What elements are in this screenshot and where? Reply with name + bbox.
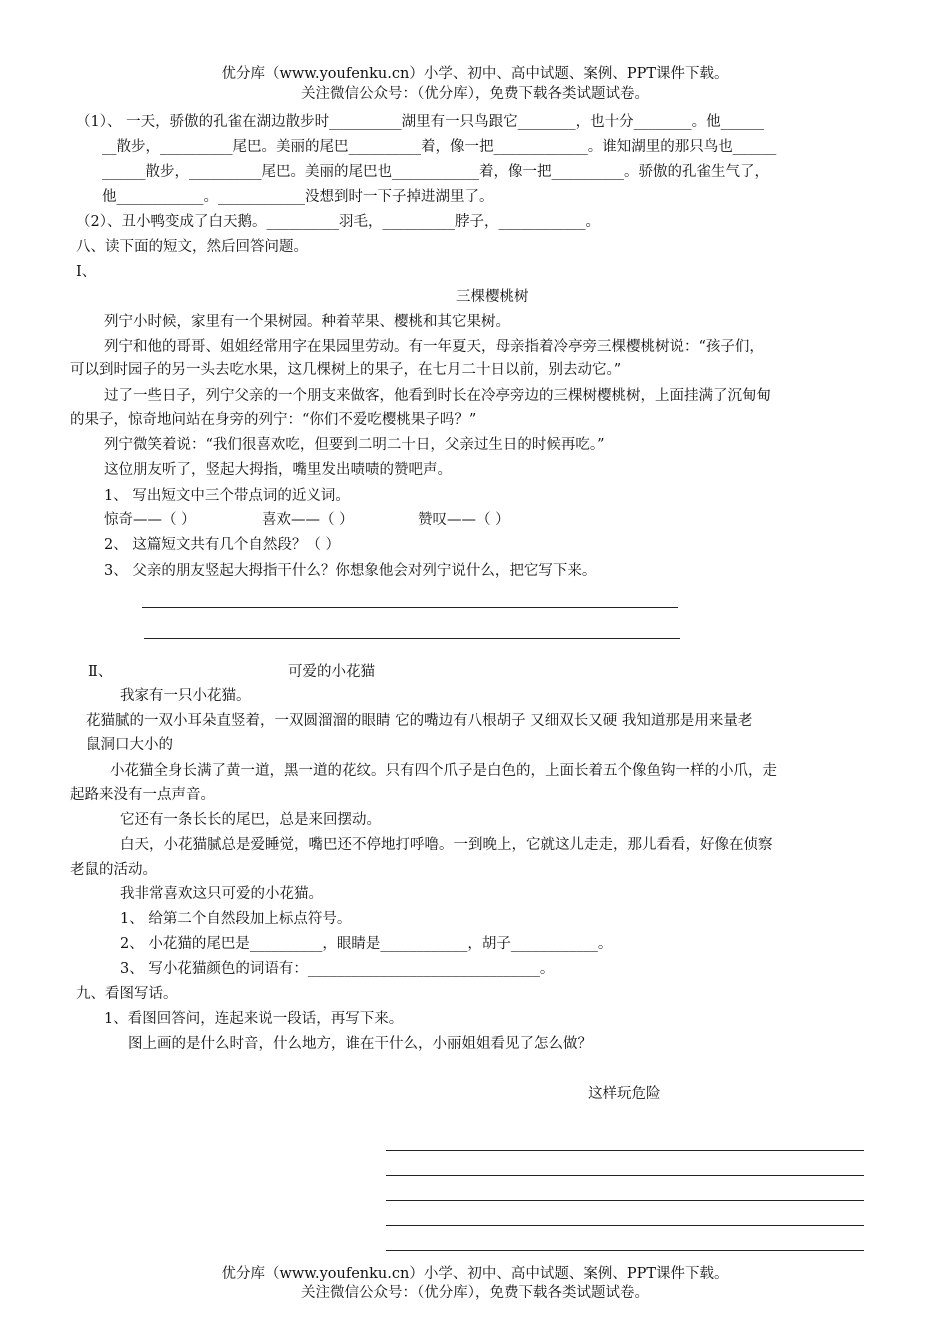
story1-paragraph-3a: 过了一些日子，列宁父亲的一个朋支来做客，他看到时长在冷亭旁边的三棵树樱桃树，上面挂满了沉甸甸 — [104, 388, 771, 404]
header-line-1: 优分库（www.youfenku.cn）小学、初中、高中试题、案例、PPT课件下载。 — [221, 66, 729, 82]
story1-question-3: 3、 父亲的朋友竖起大拇指干什么？你想象他会对列宁说什么，把它写下来。 — [104, 563, 597, 579]
story2-paragraph-3a: 小花猫全身长满了黄一道，黑一道的花纹。只有四个爪子是白色的，上面长着五个像鱼钩一样的小爪，走 — [110, 763, 777, 779]
section9-question-1: 1、看图回答问，连起来说一段话，再写下来。 — [104, 1011, 404, 1027]
section9-prompt: 图上画的是什么时音，什么地方，谁在干什么，小丽姐姐看见了怎么做？ — [128, 1036, 592, 1052]
story1-paragraph-2a: 列宁和他的哥哥、姐姐经常用字在果园里劳动。有一年夏天，母亲指着冷亭旁三棵樱桃树说：“孩子们， — [104, 339, 764, 355]
story1-question-1: 1、 写出短文中三个带点词的近义词。 — [104, 488, 350, 504]
section8-title: 八、读下面的短文，然后回答问题。 — [76, 239, 308, 255]
story2-paragraph-5b: 老鼠的活动。 — [70, 862, 157, 878]
story1-paragraph-2b: 可以到时园子的另一头去吃水果，这几棵树上的果子，在七月二十日以前，别去动它。” — [70, 362, 622, 378]
writing-line — [386, 1250, 864, 1251]
q1-line-4: 他____________。____________没想到时一下子掉进湖里了。 — [102, 189, 494, 205]
story1-paragraph-1: 列宁小时候，家里有一个果树园。种着苹果、樱桃和其它果树。 — [104, 314, 510, 330]
story2-paragraph-5a: 白天，小花猫腻总是爱睡觉，嘴巴还不停地打呼噜。一到晚上，它就这儿走走，那儿看看，好像在侦察 — [120, 837, 773, 853]
footer-line-1: 优分库（www.youfenku.cn）小学、初中、高中试题、案例、PPT课件下载。 — [221, 1266, 729, 1282]
story2-paragraph-3b: 起路来没有一点声音。 — [70, 787, 215, 803]
answer-line — [142, 607, 678, 608]
picture-caption: 这样玩危险 — [588, 1086, 661, 1102]
story2-paragraph-2a: 花猫腻的一双小耳朵直竖着，一双圆溜溜的眼睛 它的嘴边有八根胡子 又细双长又硬 我知道那是用来量老 — [86, 713, 753, 729]
story2-question-1: 1、 给第二个自然段加上标点符号。 — [120, 911, 352, 927]
writing-line — [386, 1225, 864, 1226]
header-line-2: 关注微信公众号：（优分库），免费下载各类试题试卷。 — [301, 86, 649, 102]
story1-paragraph-5: 这位朋友听了，竖起大拇指，嘴里发出啧啧的赞吧声。 — [104, 462, 452, 478]
story2-paragraph-2b: 鼠洞口大小的 — [86, 737, 173, 753]
writing-line — [386, 1200, 864, 1201]
answer-line — [144, 638, 680, 639]
writing-line — [386, 1150, 864, 1151]
synonym-3: 赞叹——（ ） — [418, 512, 510, 528]
story1-paragraph-3b: 的果子，惊奇地问站在身旁的列宁：“你们不爱吃樱桃果子吗？” — [70, 412, 477, 428]
footer-line-2: 关注微信公众号：（优分库），免费下载各类试题试卷。 — [301, 1285, 649, 1301]
writing-line — [386, 1175, 864, 1176]
story2-title: 可爱的小花猫 — [288, 664, 375, 680]
q1-line-3: ______散步，__________尾巴。美丽的尾巴也____________着，像一把__________。骄傲的孔雀生气了， — [102, 164, 769, 180]
story1-title: 三棵樱桃树 — [456, 289, 529, 305]
story1-question-2: 2、 这篇短文共有几个自然段？（ ） — [104, 537, 340, 553]
section9-title: 九、看图写话。 — [76, 986, 178, 1002]
q1-line-1: （1）、 一天，骄傲的孔雀在湖边散步时__________湖里有一只鸟跟它________，也十分________。他______ — [76, 114, 765, 130]
part1-label: Ⅰ、 — [76, 264, 97, 280]
story2-paragraph-4: 它还有一条长长的尾巴，总是来回摆动。 — [120, 812, 381, 828]
story2-paragraph-6: 我非常喜欢这只可爱的小花猫。 — [120, 886, 323, 902]
q1-line-2: __散步，__________尾巴。美丽的尾巴__________着，像一把_____________。谁知湖里的那只鸟也______ — [102, 139, 777, 155]
part2-label: Ⅱ、 — [88, 664, 113, 680]
story2-question-3: 3、 写小花猫颜色的词语有：________________________________。 — [120, 961, 555, 977]
synonym-2: 喜欢——（ ） — [262, 512, 354, 528]
story2-paragraph-1: 我家有一只小花猫。 — [120, 688, 251, 704]
story2-question-2: 2、 小花猫的尾巴是__________，眼睛是____________，胡子____________。 — [120, 936, 613, 952]
q2-line: （2）、丑小鸭变成了白天鹅。__________羽毛，__________脖子，____________。 — [76, 214, 600, 230]
synonym-1: 惊奇——（ ） — [104, 512, 196, 528]
story1-paragraph-4: 列宁微笑着说：“我们很喜欢吃，但要到二明二十日，父亲过生日的时候再吃。” — [104, 437, 605, 453]
